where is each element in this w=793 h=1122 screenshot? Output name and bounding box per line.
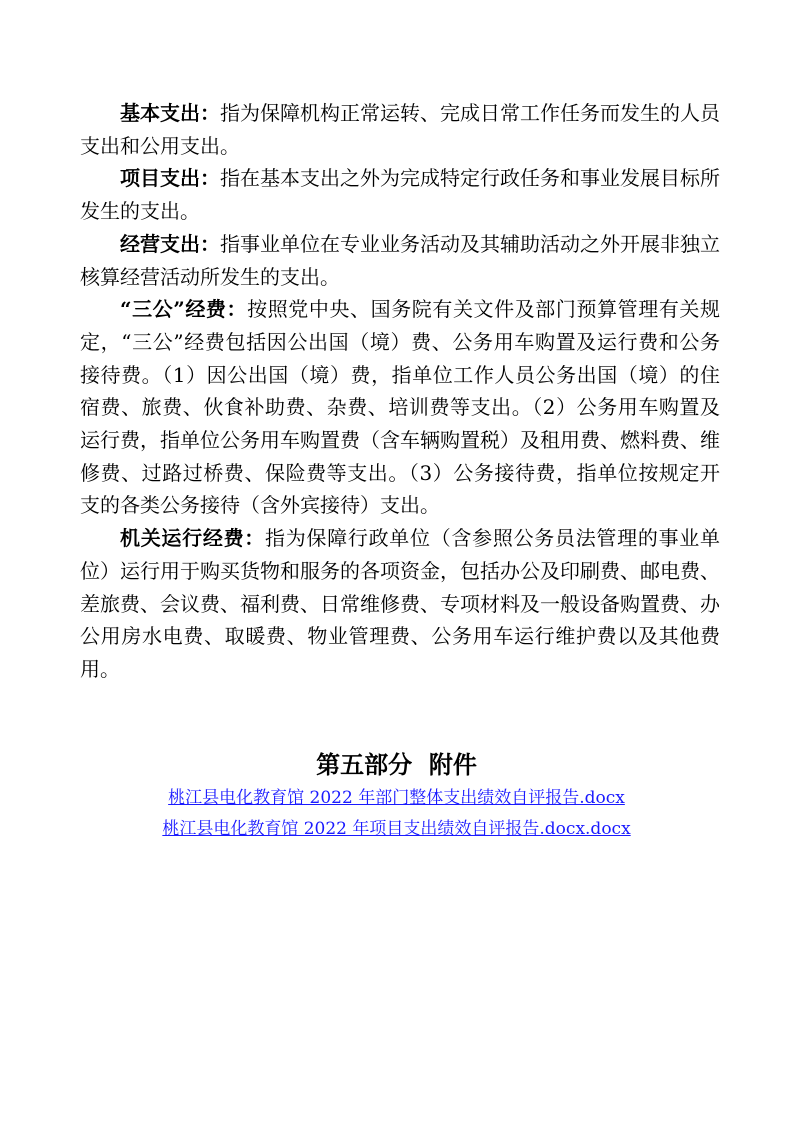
paragraph-agency-operating-funds — [80, 522, 720, 686]
paragraph-basic-expenditure — [80, 97, 720, 162]
term: 基本支出： — [120, 101, 220, 125]
attachment-link-overall[interactable]: 桃江县电化教育馆 2022 年部门整体支出绩效自评报告.docx — [168, 788, 625, 808]
paragraph-operating-expenditure — [80, 228, 720, 293]
definition: 指为保障行政单位（含参照公务员法管理的事业单位）运行用于购买货物和服务的各项资金，包括办公及印刷费、邮电费、差旅费、会议费、福利费、日常维修费、专项材料及一般设备购置费、办公用房水电费、取暖费、物业管理费、公务用车运行维护费以及其他费用。 — [80, 526, 720, 681]
term: 项目支出： — [120, 166, 220, 191]
term: “三公”经费： — [120, 297, 248, 322]
definition: 按照党中央、国务院有关文件及部门预算管理有关规定，“三公”经费包括因公出国（境）费、公务用车购置及运行费和公务接待费。（1）因公出国（境）费，指单位工作人员公务出国（境）的住宿费、旅费、伙食补助费、杂费、培训费等支出。（2）公务用车购置及运行费，指单位公务用车购置费（含车辆购置税）及租用费、燃料费、维修费、过路过桥费、保险费等支出。（3）公务接待费，指单位按规定开支的各类公务接待（含外宾接待）支出。 — [80, 297, 720, 518]
definition: 指在基本支出之外为完成特定行政任务和事业发展目标所发生的支出。 — [80, 166, 720, 224]
section-title: 第五部分 附件 — [316, 751, 477, 779]
paragraph-three-public-expenses — [80, 293, 720, 522]
paragraph-project-expenditure — [80, 162, 720, 227]
document-body — [80, 97, 720, 686]
definition: 指事业单位在专业业务活动及其辅助活动之外开展非独立核算经营活动所发生的支出。 — [80, 231, 720, 289]
term: 机关运行经费： — [120, 526, 265, 551]
definition: 指为保障机构正常运转、完成日常工作任务而发生的人员支出和公用支出。 — [80, 101, 720, 158]
attachment-link-project[interactable]: 桃江县电化教育馆 2022 年项目支出绩效自评报告.docx.docx — [162, 819, 631, 839]
term: 经营支出： — [120, 231, 220, 256]
